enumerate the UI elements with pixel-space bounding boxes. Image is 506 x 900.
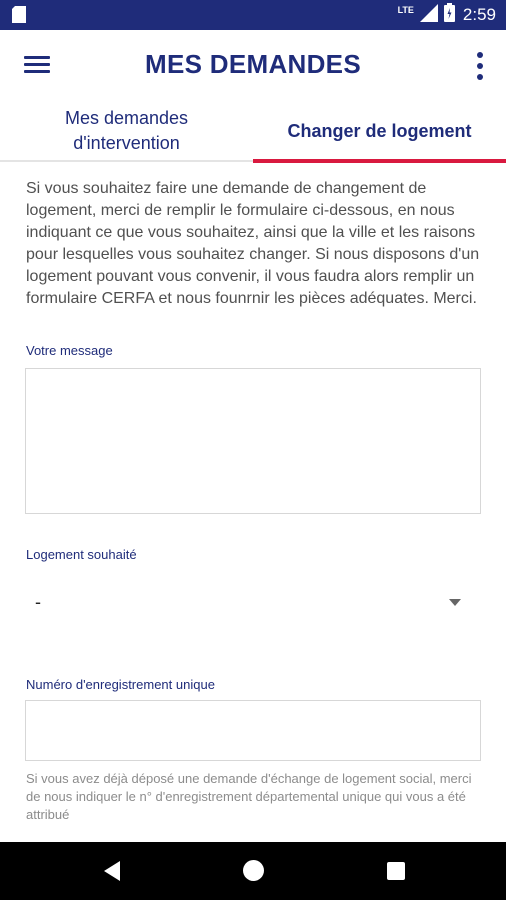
sd-card-icon (12, 6, 26, 28)
clock: 2:59 (462, 5, 496, 24)
recents-icon[interactable] (364, 842, 428, 900)
back-icon[interactable] (78, 842, 142, 900)
signal-icon (420, 4, 438, 27)
tab-selected-indicator (253, 159, 506, 163)
system-nav-bar (0, 842, 506, 900)
logement-label: Logement souhaité (26, 547, 137, 562)
dropdown-arrow-icon (449, 599, 461, 606)
numero-label: Numéro d'enregistrement unique (26, 677, 215, 692)
battery-icon (444, 3, 455, 27)
numero-input[interactable] (25, 700, 481, 761)
page-title: MES DEMANDES (145, 49, 361, 79)
tab-changer-de-logement[interactable] (253, 102, 506, 160)
logement-selected-value: - (35, 592, 41, 612)
status-bar (0, 0, 506, 30)
message-textarea[interactable] (25, 368, 481, 514)
more-vert-icon[interactable] (468, 48, 492, 84)
home-icon[interactable] (221, 842, 285, 900)
network-type: LTE (397, 5, 414, 15)
tab-label: Mes demandes d'intervention (64, 108, 189, 153)
tab-mes-demandes-intervention[interactable] (0, 102, 253, 160)
app-bar (0, 30, 506, 102)
intro-text: Si vous souhaitez faire une demande de changement de logement, merci de remplir le formulaire ci-dessous, en nous indiquant ce que vous souhaitez, ainsi que la ville et les raisons pour lesquelles vous souhaitez changer. Si nous disposons d'un logement pouvant vous convenir, il vous faudra alors remplir un formulaire CERFA et nous founrnir les pièces adéquates. Merci. (26, 180, 480, 307)
logement-select[interactable] (25, 586, 481, 622)
tab-bar (0, 102, 506, 162)
message-label: Votre message (26, 343, 113, 358)
numero-help-text: Si vous avez déjà déposé une demande d'échange de logement social, merci de nous indiquer le n° d'enregistrement départemental unique qui vous a été attribué (26, 771, 472, 822)
tab-label: Changer de logement (287, 120, 472, 141)
